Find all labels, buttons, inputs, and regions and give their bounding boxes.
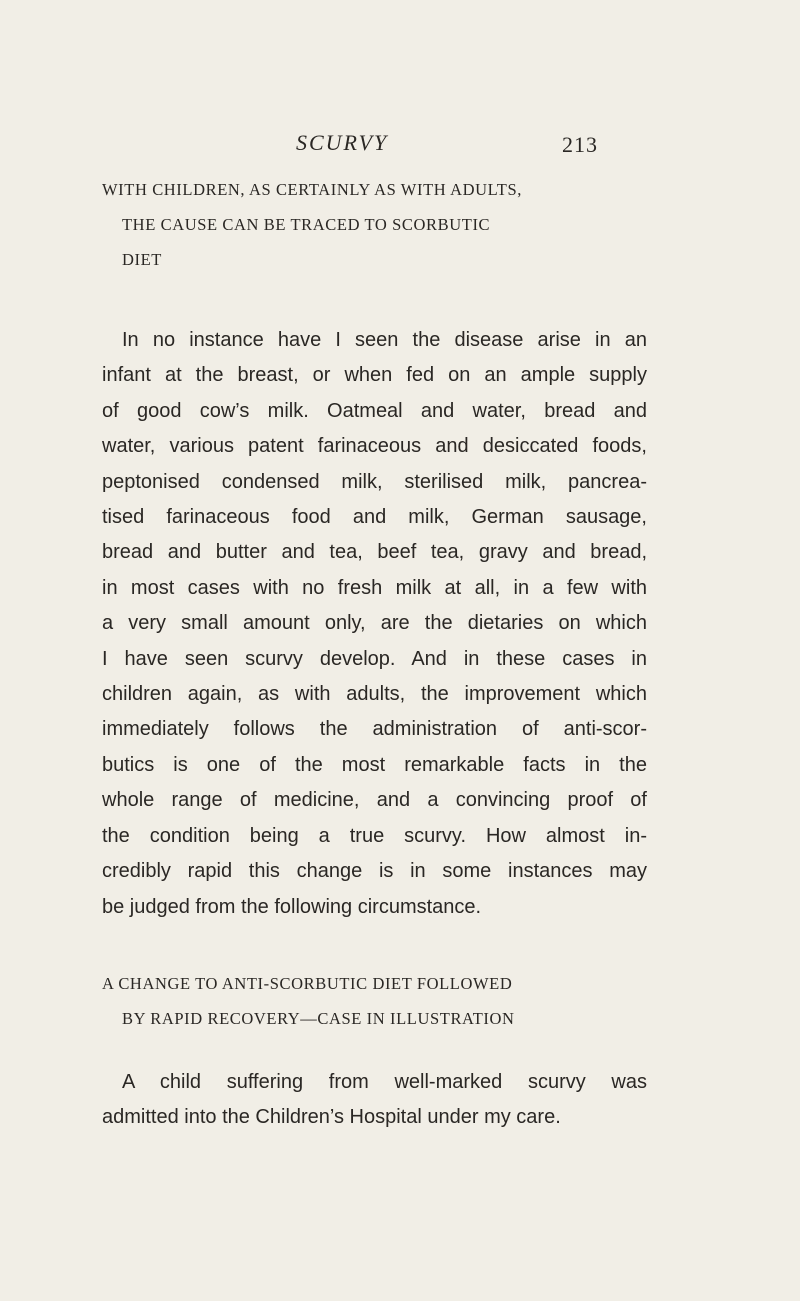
text-line: bread and butter and tea, beef tea, gravy and bread, [102,541,647,564]
text-line: In no instance have I seen the disease arise in an [122,329,647,351]
text-line: the condition being a true scurvy. How almost in- [102,824,647,847]
section-heading-anti-scorbutic-recovery [102,966,647,1036]
paragraph-dietaries [102,323,647,925]
text-line: I have seen scurvy develop. And in these cases in [102,647,647,670]
text-line: tised farinaceous food and milk, German sausage, [102,506,647,529]
text-line: whole range of medicine, and a convincing proof of [102,789,647,812]
text-line: children again, as with adults, the improvement which [102,683,647,706]
text-line: immediately follows the administration of anti-scor- [102,718,647,741]
heading-line: BY RAPID RECOVERY—CASE IN ILLUSTRATION [122,1009,515,1028]
page-number: 213 [562,132,598,157]
text-line: infant at the breast, or when fed on an ample supply [102,364,647,387]
heading-line: WITH CHILDREN, AS CERTAINLY AS WITH ADULTS, [102,180,522,199]
text-line: A child suffering from well-marked scurvy was [122,1071,647,1093]
running-title: SCURVY [296,130,389,155]
heading-line: THE CAUSE CAN BE TRACED TO SCORBUTIC [122,215,491,234]
text-line: in most cases with no fresh milk at all, in a few with [102,576,647,599]
paragraph-case [102,1065,647,1136]
text-line: credibly rapid this change is in some instances may [102,860,647,883]
text-line: of good cow’s milk. Oatmeal and water, bread and [102,399,647,422]
text-line: a very small amount only, are the dietaries on which [102,612,647,635]
text-line: be judged from the following circumstance. [102,895,482,918]
running-head [0,130,800,160]
heading-line: DIET [122,250,162,269]
heading-line: A CHANGE TO ANTI-SCORBUTIC DIET FOLLOWED [102,974,513,993]
text-line: admitted into the Children’s Hospital under my care. [102,1106,561,1129]
text-line: butics is one of the most remarkable facts in the [102,753,647,776]
text-line: peptonised condensed milk, sterilised milk, pancrea- [102,470,647,493]
section-heading-children-scorbutic-diet [102,172,647,277]
text-line: water, various patent farinaceous and desiccated foods, [102,435,647,458]
